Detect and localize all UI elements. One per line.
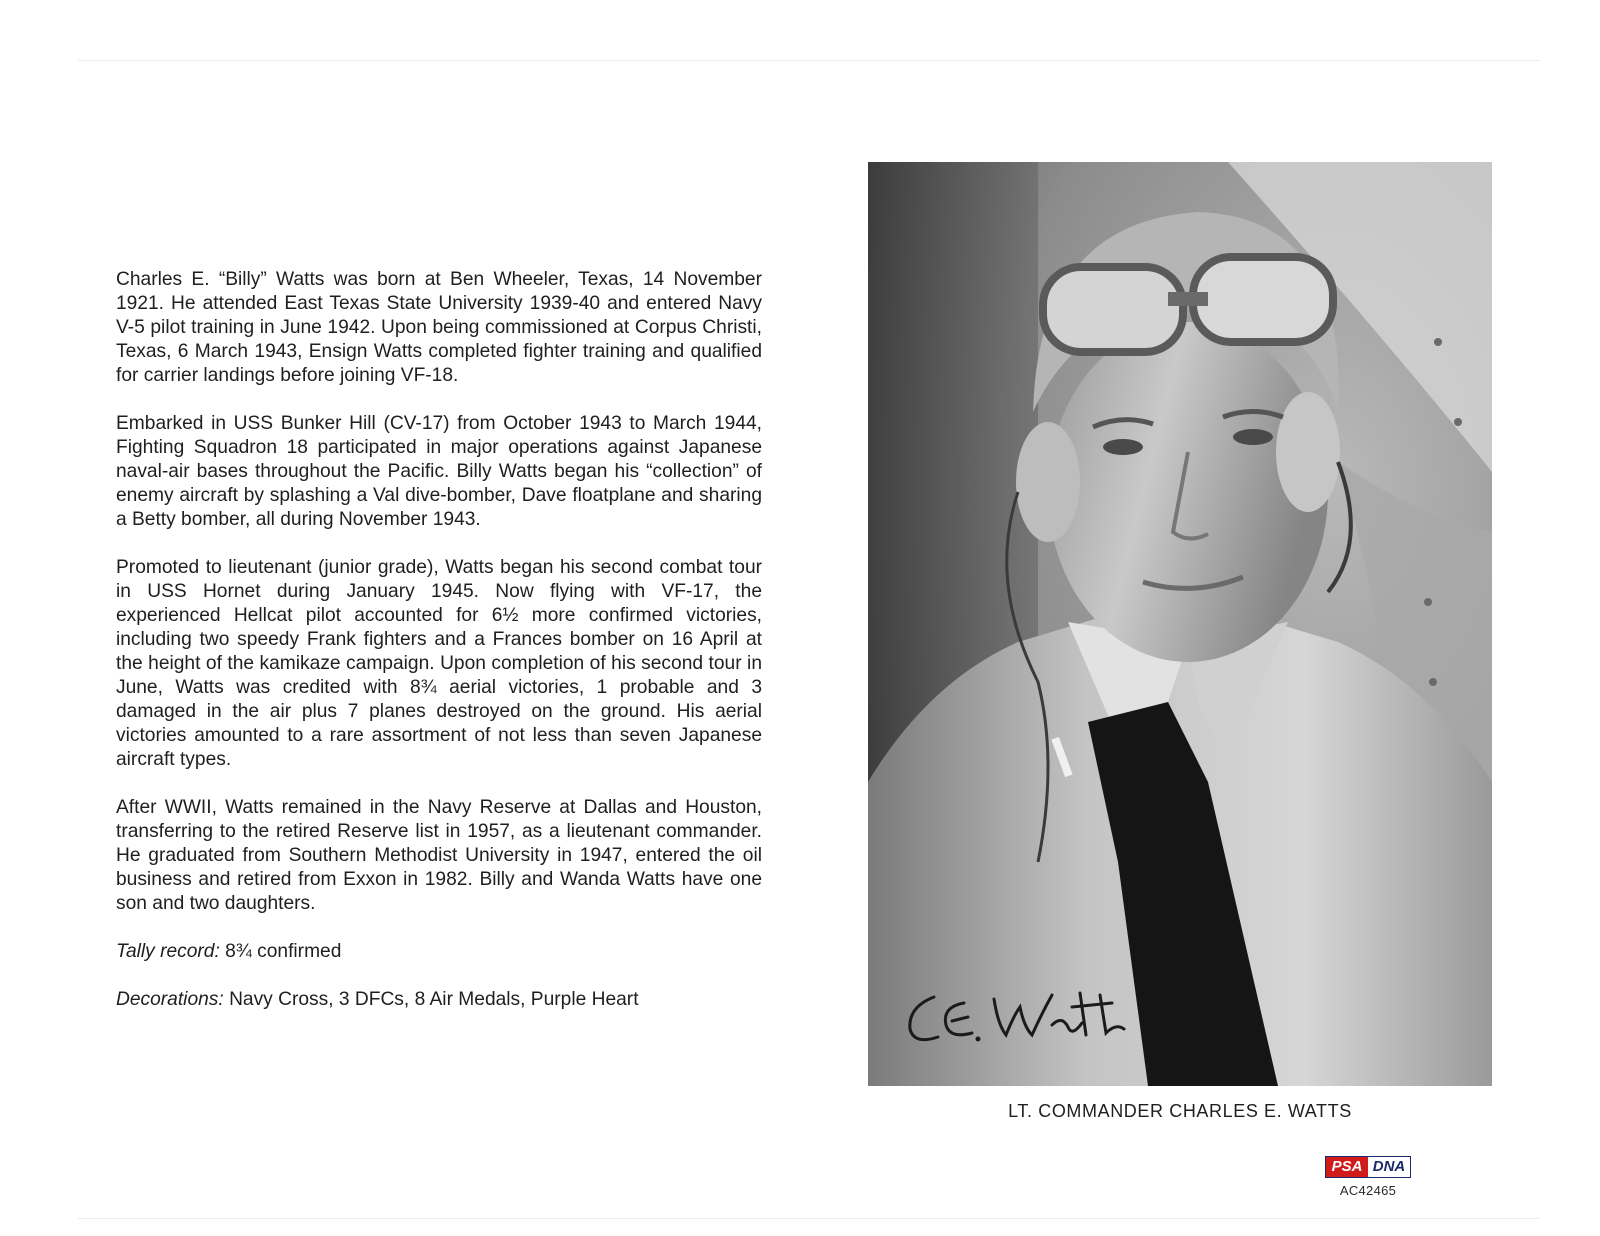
tally-value: 8¾ confirmed: [225, 941, 342, 962]
authentication-sticker: [1325, 1156, 1411, 1198]
decorations: [116, 988, 762, 1012]
tally-label: Tally record:: [116, 941, 220, 962]
portrait-photo: [868, 162, 1492, 1086]
photo-caption: LT. COMMANDER CHARLES E. WATTS: [1008, 1101, 1352, 1121]
bio-paragraph-3: Promoted to lieutenant (junior grade), Watts began his second combat tour in USS Hornet during January 1945. Now flying with VF-17, the experienced Hellcat pilot accounted for 6½ more confirmed victories, including two speedy Frank fighters and a Frances bomber on 16 April at the height of the kamikaze campaign. Upon completion of his second tour in June, Watts was credited with 8¾ aerial victories, 1 probable and 3 damaged in the air plus 7 planes destroyed on the ground. His aerial victories amounted to a rare assortment of not less than seven Japanese aircraft types.: [116, 557, 762, 770]
bio-paragraph-2: Embarked in USS Bunker Hill (CV-17) from October 1943 to March 1944, Fighting Squadron 18 participated in major operations against Japanese naval-air bases throughout the Pacific. Billy Watts began his “collection” of enemy aircraft by splashing a Val dive-bomber, Dave floatplane and sharing a Betty bomber, all during November 1943.: [116, 413, 762, 530]
psa-logo-text: PSA: [1326, 1157, 1368, 1177]
page-bottom-edge: [78, 1218, 1540, 1219]
dna-logo-text: DNA: [1368, 1157, 1410, 1177]
decorations-label: Decorations:: [116, 989, 224, 1010]
autograph-signature: [902, 985, 1142, 1055]
authentication-code: AC42465: [1339, 1183, 1397, 1198]
page-top-edge: [78, 60, 1540, 61]
biography-text: [116, 268, 762, 1036]
tally-record: [116, 940, 762, 964]
decorations-value: Navy Cross, 3 DFCs, 8 Air Medals, Purple Heart: [229, 989, 639, 1010]
bio-paragraph-1: Charles E. “Billy” Watts was born at Ben Wheeler, Texas, 14 November 1921. He attended East Texas State University 1939-40 and entered Navy V-5 pilot training in June 1942. Upon being commissioned at Corpus Christi, Texas, 6 March 1943, Ensign Watts completed fighter training and qualified for carrier landings before joining VF-18.: [116, 269, 762, 386]
bio-paragraph-4: After WWII, Watts remained in the Navy Reserve at Dallas and Houston, transferring to the retired Reserve list in 1957, as a lieutenant commander. He graduated from Southern Methodist University in 1947, entered the oil business and retired from Exxon in 1982. Billy and Wanda Watts have one son and two daughters.: [116, 797, 762, 914]
psa-dna-logo: [1325, 1156, 1411, 1178]
portrait-illustration: [868, 162, 1492, 1086]
